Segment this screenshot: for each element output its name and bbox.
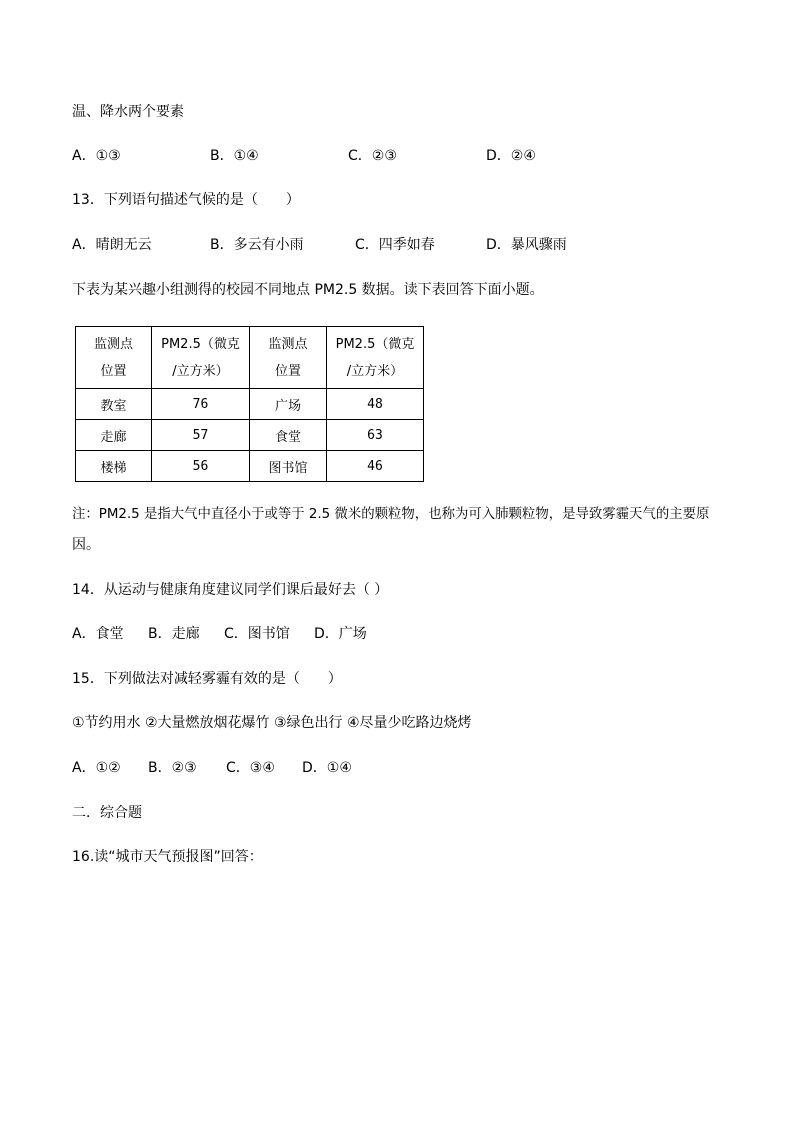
cell-pm25: 57 — [152, 420, 250, 451]
cell-location: 走廊 — [76, 420, 152, 451]
table-row — [76, 451, 424, 482]
q15-option-d[interactable]: D．①④ — [302, 760, 352, 776]
table-intro: 下表为某兴趣小组测得的校园不同地点 PM2.5 数据。读下表回答下面小题。 — [72, 282, 544, 298]
q12-option-a[interactable]: A．①③ — [72, 148, 121, 164]
header-pm25-1: PM2.5（微克 /立方米） — [152, 327, 250, 389]
cell-pm25: 46 — [327, 451, 424, 482]
question-15: 15．下列做法对减轻雾霾有效的是（ ） — [72, 671, 342, 687]
text-line-continuation: 温、降水两个要素 — [72, 104, 184, 120]
cell-location: 楼梯 — [76, 451, 152, 482]
cell-pm25: 76 — [152, 389, 250, 420]
q14-option-d[interactable]: D．广场 — [314, 626, 367, 642]
table-row — [76, 420, 424, 451]
pm25-table — [75, 326, 424, 482]
section-heading-comprehensive: 二．综合题 — [72, 805, 142, 821]
cell-pm25: 63 — [327, 420, 424, 451]
question-16: 16.读“城市天气预报图”回答： — [72, 849, 263, 865]
q15-statements: ①节约用水 ②大量燃放烟花爆竹 ③绿色出行 ④尽量少吃路边烧烤 — [72, 715, 472, 731]
q12-option-d[interactable]: D．②④ — [486, 148, 536, 164]
q15-option-a[interactable]: A．①② — [72, 760, 121, 776]
q13-option-c[interactable]: C．四季如春 — [355, 237, 435, 253]
q12-option-b[interactable]: B．①④ — [210, 148, 259, 164]
header-location-2: 监测点 位置 — [250, 327, 327, 389]
note-line-1: 注：PM2.5 是指大气中直径小于或等于 2.5 微米的颗粒物，也称为可入肺颗粒物，是导致雾霾天气的主要原 — [72, 507, 710, 522]
q14-option-a[interactable]: A．食堂 — [72, 626, 124, 642]
cell-location: 教室 — [76, 389, 152, 420]
cell-pm25: 56 — [152, 451, 250, 482]
cell-location: 食堂 — [250, 420, 327, 451]
q13-option-d[interactable]: D．暴风骤雨 — [486, 237, 567, 253]
cell-pm25: 48 — [327, 389, 424, 420]
note-line-2: 因。 — [72, 537, 100, 553]
q13-option-b[interactable]: B．多云有小雨 — [210, 237, 304, 253]
question-14: 14．从运动与健康角度建议同学们课后最好去（ ） — [72, 582, 389, 598]
table-header-row — [76, 327, 424, 389]
cell-location: 广场 — [250, 389, 327, 420]
q14-option-b[interactable]: B．走廊 — [148, 626, 200, 642]
q13-option-a[interactable]: A．晴朗无云 — [72, 237, 152, 253]
q14-option-c[interactable]: C．图书馆 — [224, 626, 290, 642]
q15-option-c[interactable]: C．③④ — [226, 760, 275, 776]
question-13: 13．下列语句描述气候的是（ ） — [72, 192, 300, 208]
header-pm25-2: PM2.5（微克 /立方米） — [327, 327, 424, 389]
q15-option-b[interactable]: B．②③ — [148, 760, 197, 776]
q12-option-c[interactable]: C．②③ — [348, 148, 397, 164]
header-location-1: 监测点 位置 — [76, 327, 152, 389]
cell-location: 图书馆 — [250, 451, 327, 482]
table-row — [76, 389, 424, 420]
